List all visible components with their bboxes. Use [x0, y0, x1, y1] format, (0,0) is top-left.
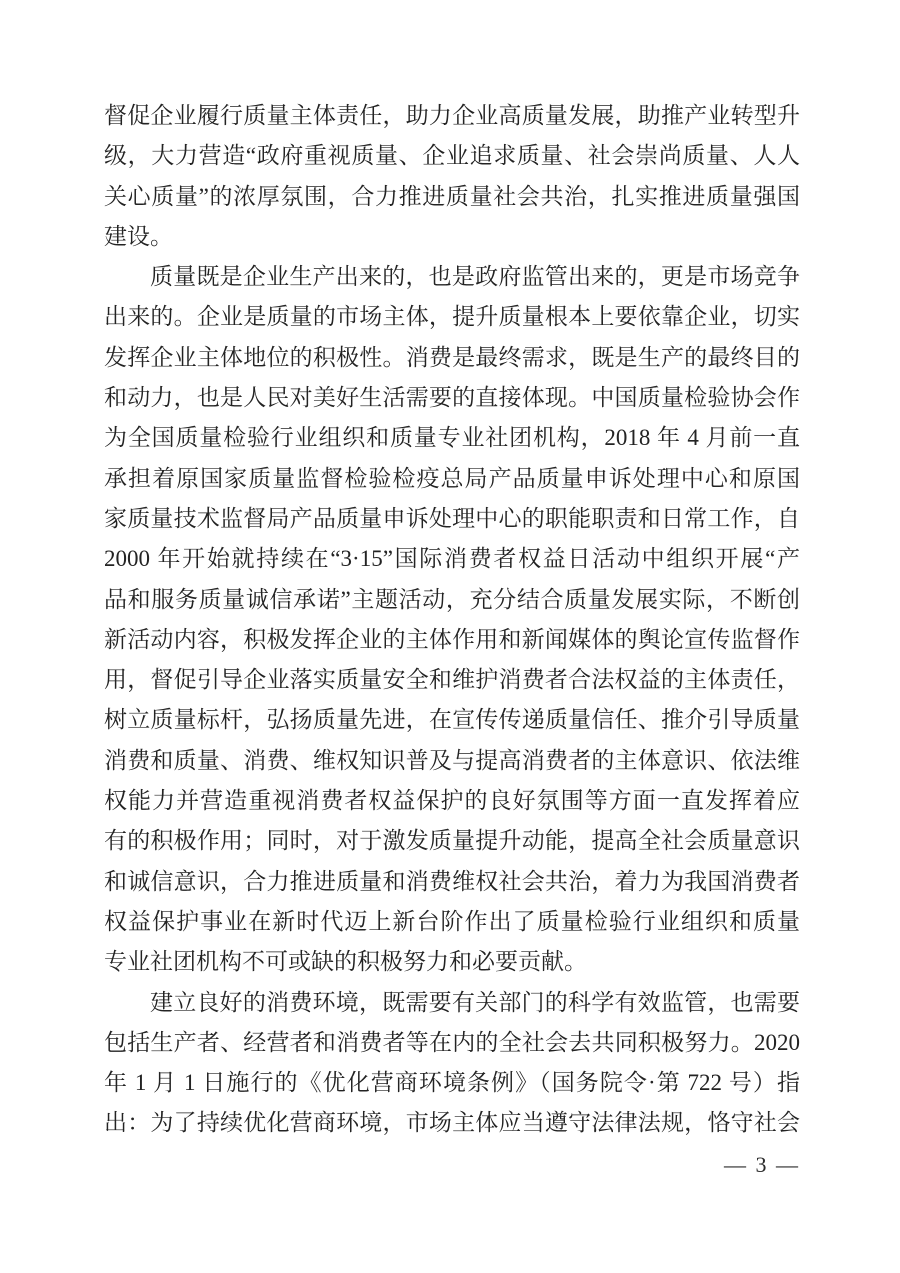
text-line: 关心质量”的浓厚氛围，合力推进质量社会共治，扎实推进质量强国 [104, 183, 800, 209]
text-line: 家质量技术监督局产品质量申诉处理中心的职能职责和日常工作，自 [104, 505, 800, 531]
text-line: 发挥企业主体地位的积极性。消费是最终需求，既是生产的最终目的 [104, 344, 800, 370]
text-line: 有的积极作用；同时，对于激发质量提升动能，提高全社会质量意识 [104, 828, 800, 854]
text-line: 消费和质量、消费、维权知识普及与提高消费者的主体意识、依法维 [104, 747, 800, 773]
text-line: 建立良好的消费环境，既需要有关部门的科学有效监管，也需要 [150, 989, 800, 1015]
paragraph [104, 983, 800, 1144]
page-number: — 3 — [724, 1152, 800, 1177]
text-line: 和动力，也是人民对美好生活需要的直接体现。中国质量检验协会作 [104, 385, 800, 411]
text-line: 新活动内容，积极发挥企业的主体作用和新闻媒体的舆论宣传监督作 [104, 626, 800, 652]
text-line: 和诚信意识，合力推进质量和消费维权社会共治，着力为我国消费者 [104, 868, 800, 894]
text-line: 出：为了持续优化营商环境，市场主体应当遵守法律法规，恪守社会 [104, 1110, 800, 1136]
text-line: 包括生产者、经营者和消费者等在内的全社会去共同积极努力。2020 [104, 1029, 800, 1055]
text-line: 出来的。企业是质量的市场主体，提升质量根本上要依靠企业，切实 [104, 304, 800, 330]
text-line: 质量既是企业生产出来的，也是政府监管出来的，更是市场竞争 [150, 264, 800, 290]
text-line: 为全国质量检验行业组织和质量专业社团机构，2018 年 4 月前一直 [104, 425, 800, 451]
text-line: 权能力并营造重视消费者权益保护的良好氛围等方面一直发挥着应 [104, 788, 800, 814]
document-body [104, 96, 800, 1144]
text-line: 督促企业履行质量主体责任，助力企业高质量发展，助推产业转型升 [104, 103, 800, 128]
paragraph [104, 96, 800, 257]
text-line: 建设。 [104, 223, 173, 249]
text-line: 品和服务质量诚信承诺”主题活动，充分结合质量发展实际，不断创 [104, 586, 800, 612]
text-line: 级，大力营造“政府重视质量、企业追求质量、社会崇尚质量、人人 [104, 143, 800, 169]
text-line: 2000 年开始就持续在“3·15”国际消费者权益日活动中组织开展“产 [104, 546, 800, 572]
text-line: 承担着原国家质量监督检验检疫总局产品质量申诉处理中心和原国 [104, 465, 800, 491]
page-footer [500, 1152, 800, 1178]
text-line: 树立质量标杆，弘扬质量先进，在宣传传递质量信任、推介引导质量 [104, 707, 800, 733]
paragraph [104, 257, 800, 982]
text-line: 专业社团机构不可或缺的积极努力和必要贡献。 [104, 949, 587, 975]
text-line: 年 1 月 1 日施行的《优化营商环境条例》（国务院令·第 722 号）指 [104, 1070, 800, 1096]
text-line: 权益保护事业在新时代迈上新台阶作出了质量检验行业组织和质量 [104, 908, 800, 934]
text-line: 用，督促引导企业落实质量安全和维护消费者合法权益的主体责任， [104, 667, 800, 693]
